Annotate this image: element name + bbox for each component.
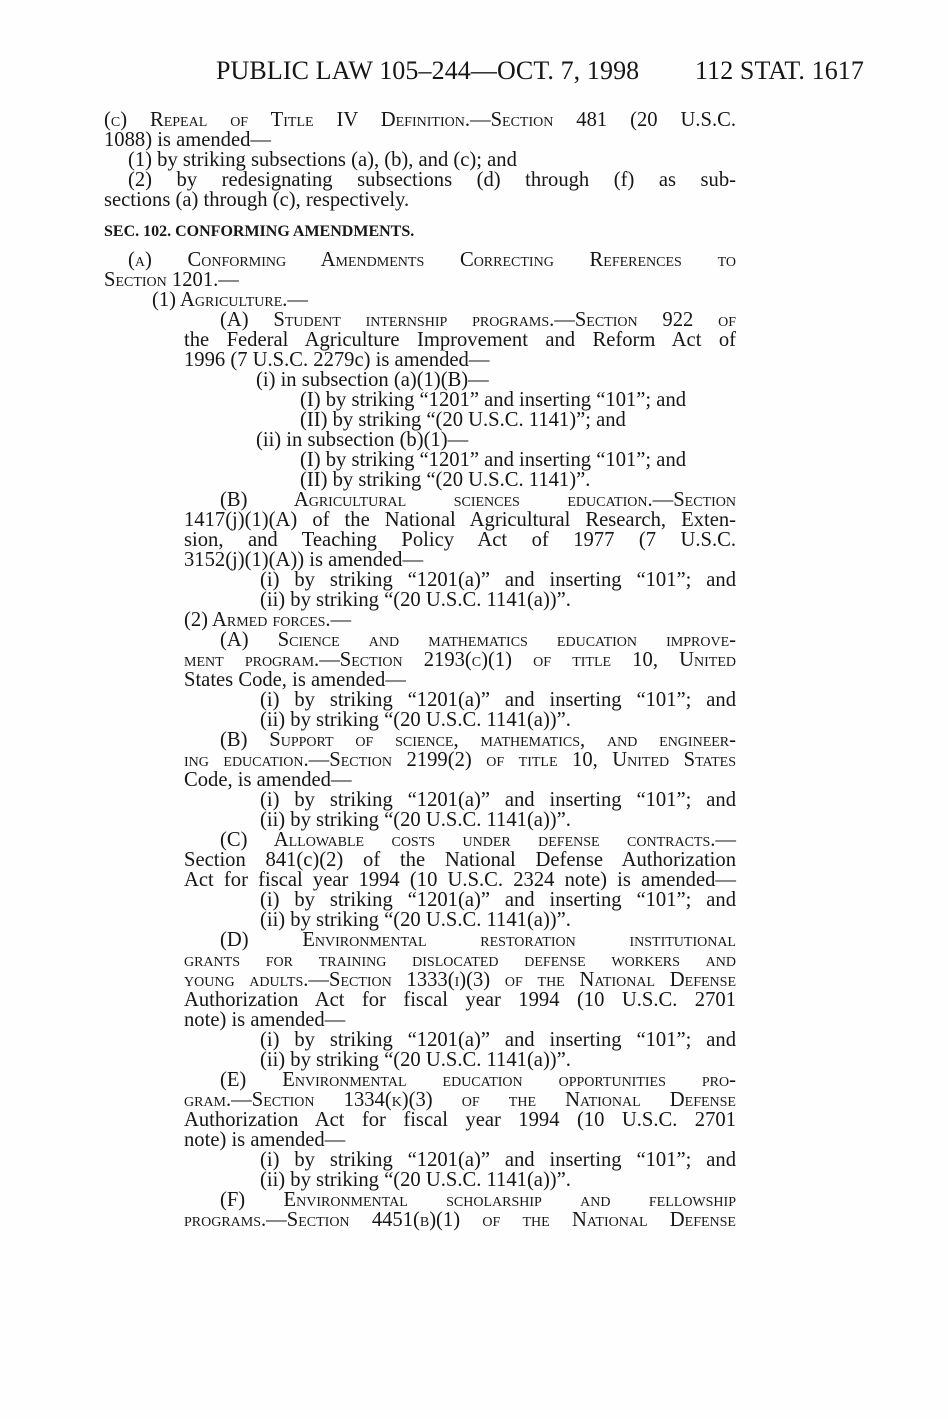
text-line: (II) by striking “(20 U.S.C. 1141)”; and <box>300 409 626 431</box>
text-line: (F) Environmental scholarship and fellowship <box>220 1189 736 1211</box>
text-line: (i) by striking “1201(a)” and inserting “101”; and <box>260 889 736 911</box>
text-line: (2) Armed forces.— <box>184 609 352 631</box>
text-line: (i) by striking “1201(a)” and inserting “101”; and <box>260 789 736 811</box>
text-line: (ii) by striking “(20 U.S.C. 1141(a))”. <box>260 1169 571 1191</box>
text-line: (C) Allowable costs under defense contracts.— <box>220 829 736 851</box>
text-line: (I) by striking “1201” and inserting “101”; and <box>300 389 687 411</box>
text-line: 3152(j)(1)(A)) is amended— <box>184 549 424 571</box>
text-line: Act for fiscal year 1994 (10 U.S.C. 2324 note) is amended— <box>184 869 736 891</box>
text-line: 1417(j)(1)(A) of the National Agricultural Research, Exten- <box>184 509 736 531</box>
page-header-stat: 112 STAT. 1617 <box>694 56 864 85</box>
text-line: (i) in subsection (a)(1)(B)— <box>256 369 489 391</box>
text-line: States Code, is amended— <box>184 669 406 691</box>
text-line: (ii) by striking “(20 U.S.C. 1141(a))”. <box>260 809 571 831</box>
text-line: Authorization Act for fiscal year 1994 (10 U.S.C. 2701 <box>184 1109 736 1131</box>
text-line: (2) by redesignating subsections (d) through (f) as sub- <box>128 169 736 191</box>
text-line: gram.—Section 1334(k)(3) of the National Defense <box>184 1089 736 1111</box>
text-line: young adults.—Section 1333(i)(3) of the National Defense <box>184 969 736 991</box>
text-line: the Federal Agriculture Improvement and Reform Act of <box>184 329 736 351</box>
text-line: Authorization Act for fiscal year 1994 (10 U.S.C. 2701 <box>184 989 736 1011</box>
text-line: (c) Repeal of Title IV Definition.—Section 481 (20 U.S.C. <box>104 109 736 131</box>
text-line: 1996 (7 U.S.C. 2279c) is amended— <box>184 349 490 371</box>
text-line: (i) by striking “1201(a)” and inserting “101”; and <box>260 1149 736 1171</box>
page-header-title: PUBLIC LAW 105–244—OCT. 7, 1998 <box>216 56 640 85</box>
text-line: (D) Environmental restoration institutional <box>220 929 736 951</box>
text-line: (a) Conforming Amendments Correcting References to <box>128 249 736 271</box>
text-line: (i) by striking “1201(a)” and inserting “101”; and <box>260 1029 736 1051</box>
text-line: (ii) in subsection (b)(1)— <box>256 429 469 451</box>
text-line: (ii) by striking “(20 U.S.C. 1141(a))”. <box>260 589 571 611</box>
text-line: sections (a) through (c), respectively. <box>104 189 410 211</box>
text-line: (B) Support of science, mathematics, and engineer- <box>220 729 736 751</box>
text-line: (II) by striking “(20 U.S.C. 1141)”. <box>300 469 591 491</box>
text-line: Section 841(c)(2) of the National Defense Authorization <box>184 849 736 871</box>
text-line: sion, and Teaching Policy Act of 1977 (7 U.S.C. <box>184 529 736 551</box>
text-line: grants for training dislocated defense workers and <box>184 949 736 971</box>
text-line: (A) Science and mathematics education improve- <box>220 629 736 651</box>
text-line: ing education.—Section 2199(2) of title 10, United States <box>184 749 736 771</box>
text-line: 1088) is amended— <box>104 129 272 151</box>
text-line: (I) by striking “1201” and inserting “101”; and <box>300 449 687 471</box>
section-heading: SEC. 102. CONFORMING AMENDMENTS. <box>104 223 415 240</box>
text-line: Section 1201.— <box>104 269 239 291</box>
text-line: (ii) by striking “(20 U.S.C. 1141(a))”. <box>260 1049 571 1071</box>
text-line: (ii) by striking “(20 U.S.C. 1141(a))”. <box>260 709 571 731</box>
text-line: (B) Agricultural sciences education.—Section <box>220 489 736 511</box>
text-line: (i) by striking “1201(a)” and inserting “101”; and <box>260 689 736 711</box>
text-line: (ii) by striking “(20 U.S.C. 1141(a))”. <box>260 909 571 931</box>
text-line: (E) Environmental education opportunities pro- <box>220 1069 736 1091</box>
text-line: (A) Student internship programs.—Section 922 of <box>220 309 736 331</box>
text-line: note) is amended— <box>184 1129 346 1151</box>
text-line: (1) by striking subsections (a), (b), and (c); and <box>128 149 517 171</box>
text-line: programs.—Section 4451(b)(1) of the National Defense <box>184 1209 736 1231</box>
text-line: Code, is amended— <box>184 769 352 791</box>
text-line: note) is amended— <box>184 1009 346 1031</box>
text-line: (i) by striking “1201(a)” and inserting “101”; and <box>260 569 736 591</box>
text-line: ment program.—Section 2193(c)(1) of title 10, United <box>184 649 736 671</box>
text-line: (1) Agriculture.— <box>152 289 309 311</box>
